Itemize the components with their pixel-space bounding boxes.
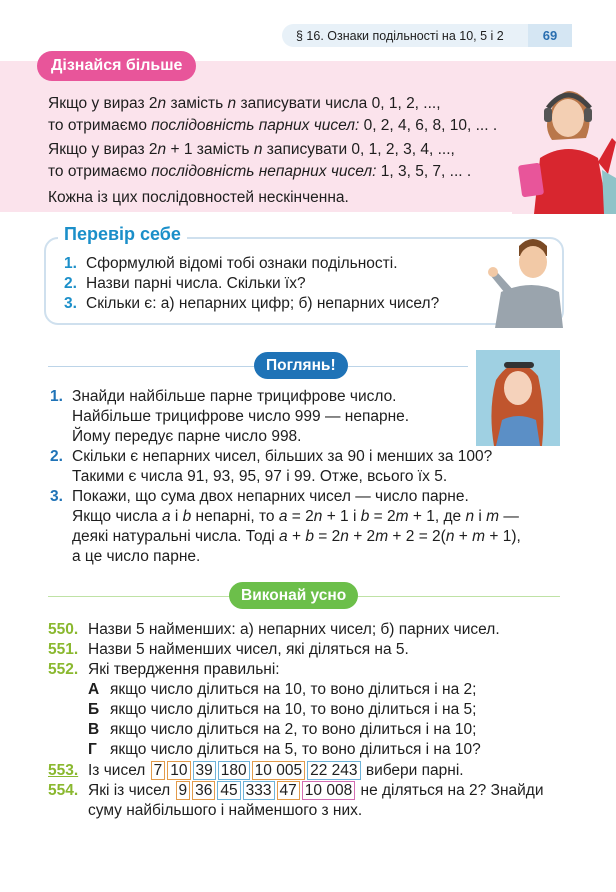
self-check-title: Перевір себе: [58, 224, 187, 245]
pointing-boy-illustration: [485, 232, 565, 328]
number-box: 9: [176, 781, 191, 800]
self-check-list: [64, 254, 439, 314]
number-box: 22 243: [307, 761, 360, 780]
learn-more-p3: Кожна із цих послідовностей нескінченна.: [48, 189, 349, 206]
exercise-550: 550. Назви 5 найменших: а) непарних чисел; б) парних чисел.: [48, 621, 500, 638]
look-item-2: 2. Скільки є непарних чисел, більших за 90 і менших за 100? Такими є числа 91, 93, 95, 97 і 99. Отже, всього їх 5.: [50, 448, 493, 485]
number-box: 10 008: [302, 781, 355, 800]
option-g: Г якщо число ділиться на 5, то воно ділиться і на 10?: [88, 741, 481, 758]
number-box: 39: [193, 761, 216, 780]
look-item-1: 1. Знайди найбільше парне трицифрове число. Найбільше трицифрове число 999 — непарне. Йому передує парне число 998.: [50, 388, 410, 445]
number-box: 180: [218, 761, 250, 780]
exercise-553: 553. Із чисел 7 10 39 180 10 005 22 243 вибери парні.: [48, 762, 464, 779]
learn-more-text: [48, 93, 508, 212]
page-number: 69: [528, 24, 572, 47]
option-v: В якщо число ділиться на 2, то воно ділиться і на 10;: [88, 721, 477, 738]
page-header: [282, 24, 572, 47]
self-check-item: 3. Скільки є: а) непарних цифр; б) непарних чисел?: [64, 295, 440, 312]
look-title: Поглянь!: [254, 352, 348, 379]
number-box: 333: [243, 781, 275, 800]
oral-title: Виконай усно: [229, 582, 358, 609]
number-box: 45: [217, 781, 240, 800]
option-b: Б якщо число ділиться на 10, то воно ділиться і на 5;: [88, 701, 477, 718]
look-list: [50, 387, 565, 567]
option-a: А якщо число ділиться на 10, то воно ділиться і на 2;: [88, 681, 477, 698]
number-box: 10 005: [252, 761, 305, 780]
look-item-3: 3. Покажи, що сума двох непарних чисел — число парне. Якщо числа a і b непарні, то a = 2n + 1 і b = 2m + 1, де n і m — деякі натуральні числа. Тоді a + b = 2n + 2m + 2 = 2(n + m + 1), а це число парне.: [50, 488, 521, 565]
learn-more-p2: Якщо у вираз 2n + 1 замість n записувати 0, 1, 2, 3, 4, ..., то отримаємо послідовність непарних чисел: 1, 3, 5, 7, ... .: [48, 141, 472, 180]
learn-more-title: Дізнайся більше: [37, 51, 196, 81]
number-box: 10: [167, 761, 190, 780]
learn-more-p1: Якщо у вираз 2n замість n записувати числа 0, 1, 2, ..., то отримаємо послідовність парних чисел: 0, 2, 4, 6, 8, 10, ... .: [48, 95, 498, 134]
exercise-552: 552. Які твердження правильні:: [48, 661, 280, 678]
self-check-item: 2. Назви парні числа. Скільки їх?: [64, 275, 306, 292]
self-check-item: 1. Сформулюй відомі тобі ознаки подільності.: [64, 255, 398, 272]
number-box: 47: [277, 781, 300, 800]
exercise-551: 551. Назви 5 найменших чисел, які діляться на 5.: [48, 641, 409, 658]
exercise-554: 554. Які із чисел 9 36 45 333 47 10 008 не діляться на 2? Знайди суму найбільшого і найменшого з них.: [48, 782, 544, 819]
girl-with-headphones-illustration: [512, 78, 616, 214]
section-title: § 16. Ознаки подільності на 10, 5 і 2: [296, 28, 504, 43]
number-box: 7: [151, 761, 166, 780]
number-box: 36: [192, 781, 215, 800]
